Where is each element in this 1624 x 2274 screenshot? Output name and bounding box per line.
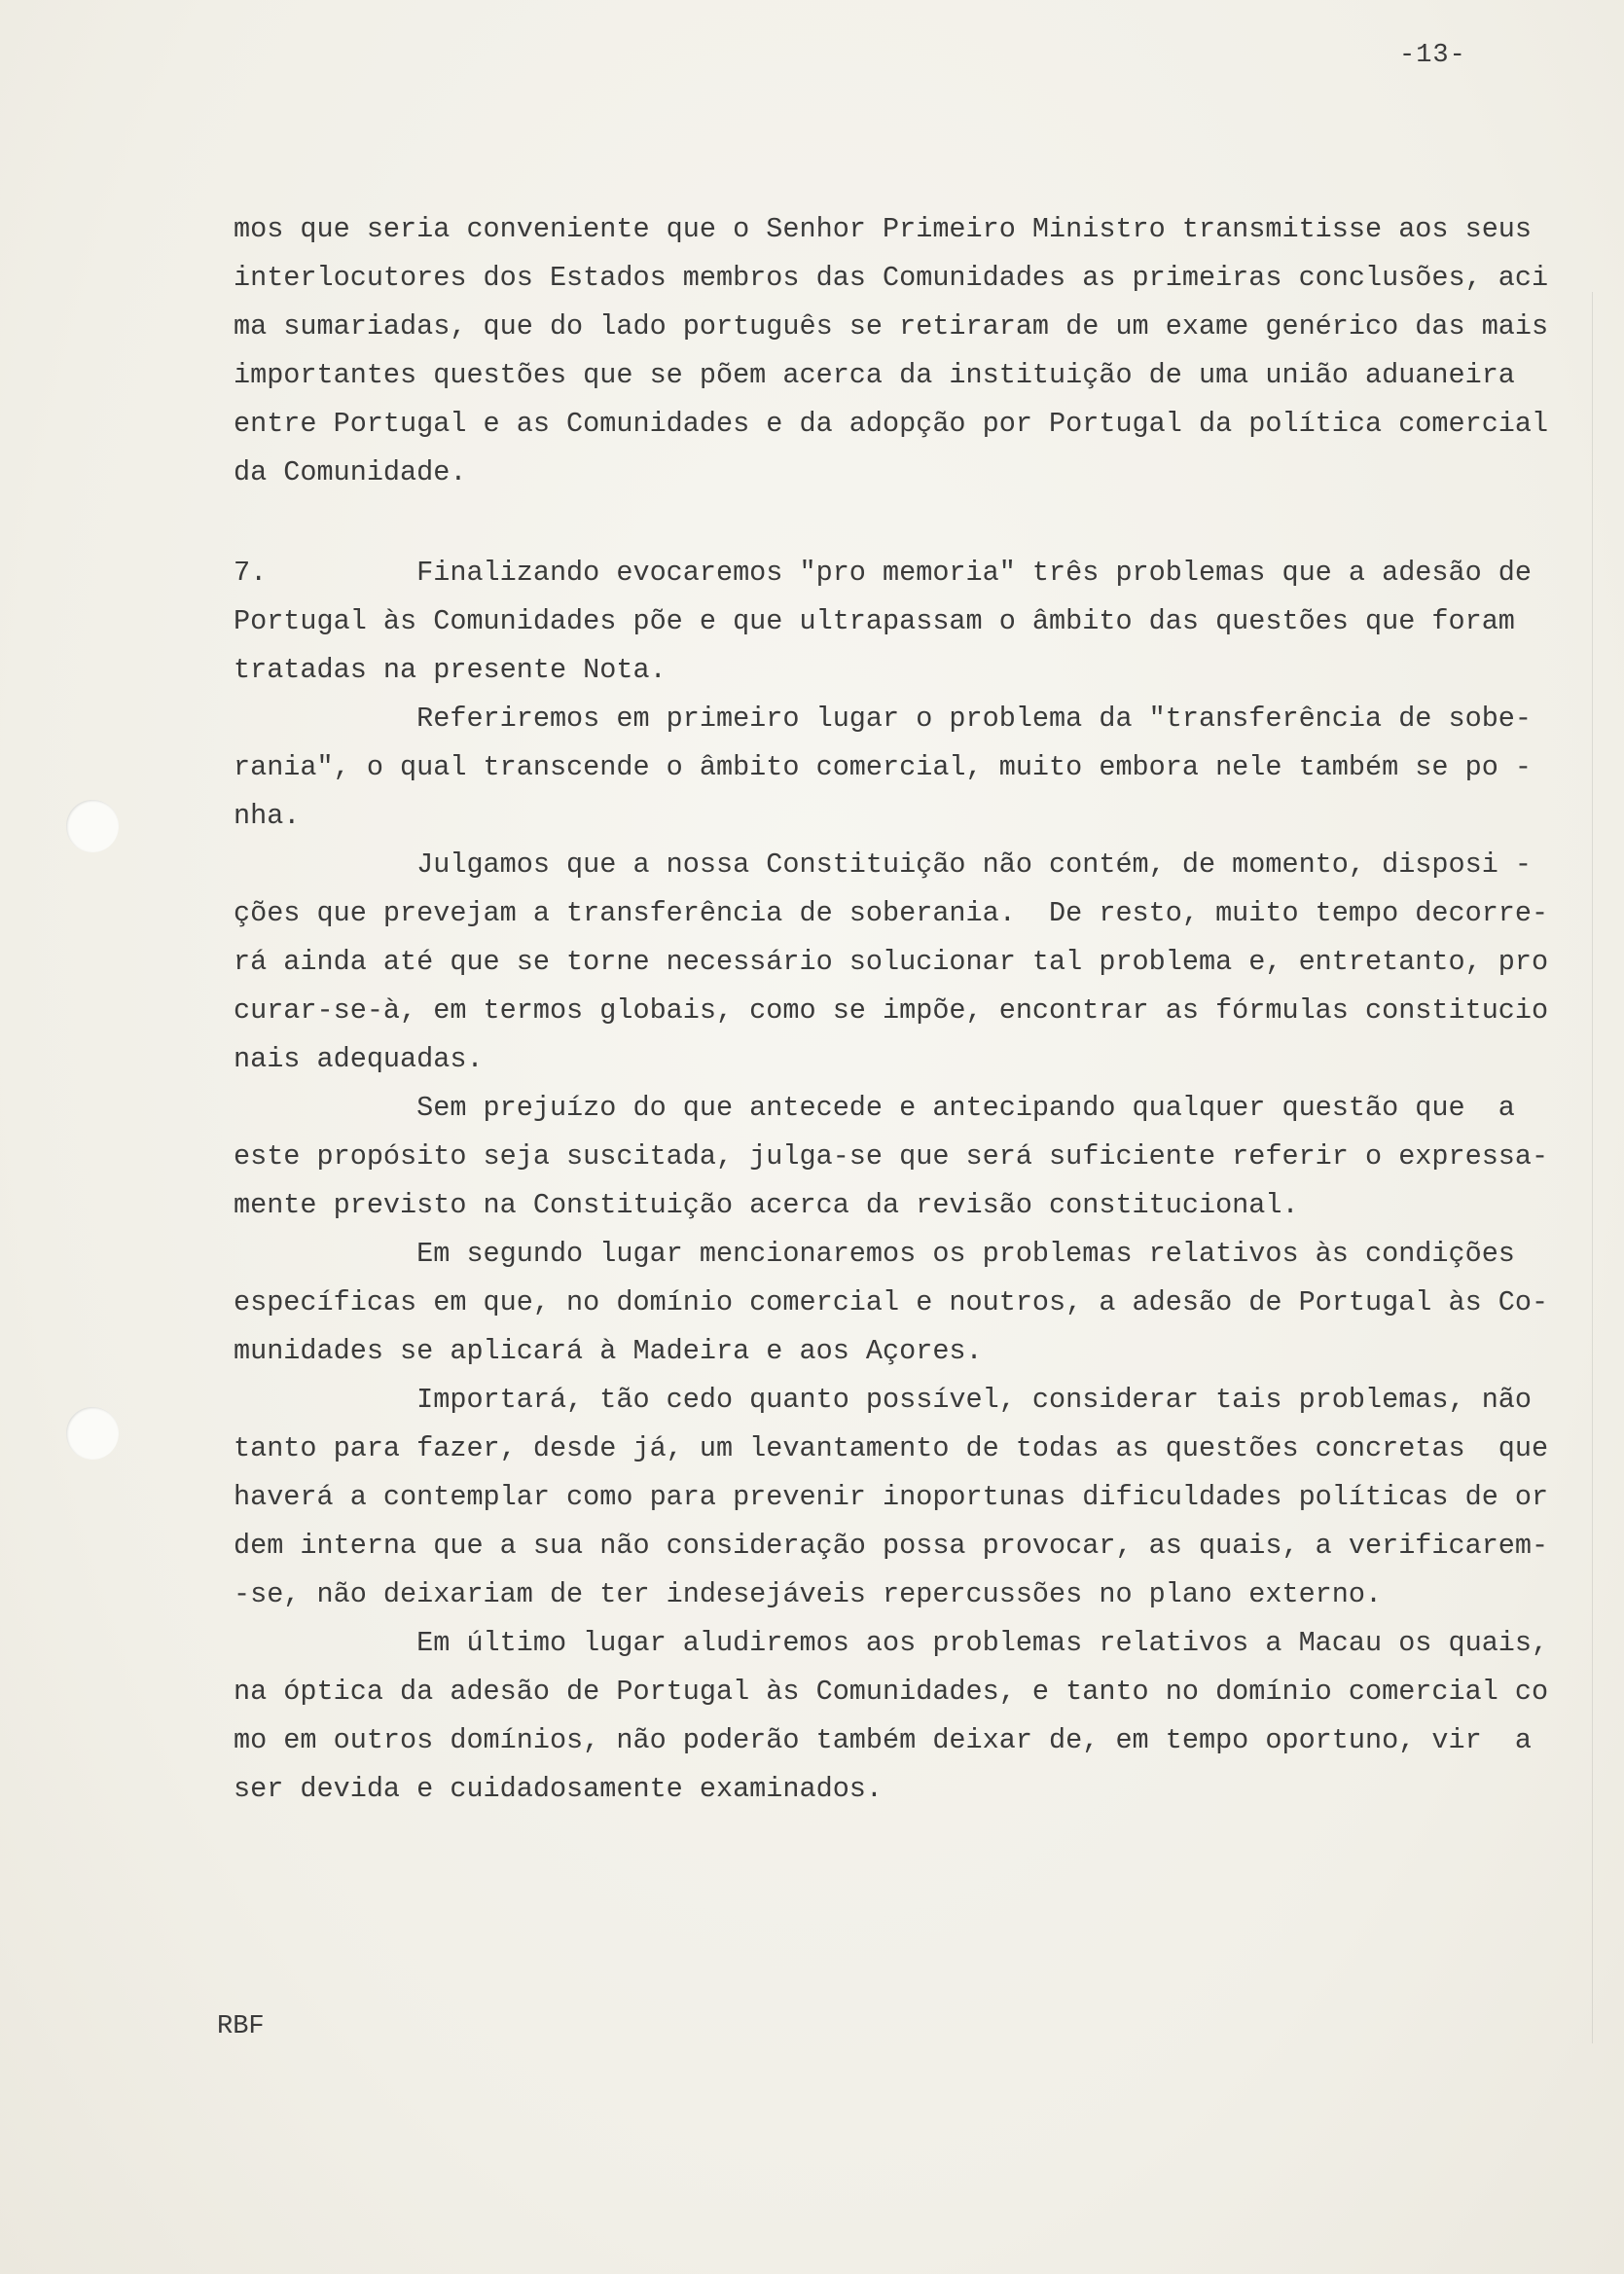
text-line: curar-se-à, em termos globais, como se impõe, encontrar as fórmulas constitucio — [234, 994, 1549, 1027]
text-line: tanto para fazer, desde já, um levantamento de todas as questões concretas que — [234, 1432, 1549, 1464]
text-line: ções que prevejam a transferência de soberania. De resto, muito tempo decorre- — [234, 897, 1549, 929]
text-line: interlocutores dos Estados membros das Comunidades as primeiras conclusões, aci — [234, 262, 1549, 294]
text-line: mos que seria conveniente que o Senhor Primeiro Ministro transmitisse aos seus — [234, 213, 1533, 245]
text-line: nha. — [234, 800, 301, 832]
punch-hole — [66, 1407, 119, 1460]
text-line: dem interna que a sua não consideração possa provocar, as quais, a verificarem- — [234, 1530, 1549, 1562]
author-initials: RBF — [217, 2012, 265, 2041]
page-edge-shadow — [1592, 292, 1593, 2043]
text-line: importantes questões que se põem acerca da instituição de uma união aduaneira — [234, 359, 1515, 391]
text-line: Sem prejuízo do que antecede e antecipando qualquer questão que a — [234, 1092, 1515, 1124]
text-line: 7. Finalizando evocaremos "pro memoria" três problemas que a adesão de — [234, 557, 1533, 589]
text-line: específicas em que, no domínio comercial e noutros, a adesão de Portugal às Co- — [234, 1286, 1549, 1318]
text-line: -se, não deixariam de ter indesejáveis repercussões no plano externo. — [234, 1578, 1383, 1610]
text-line: Julgamos que a nossa Constituição não contém, de momento, disposi - — [234, 848, 1533, 881]
text-line: rá ainda até que se torne necessário solucionar tal problema e, entretanto, pro — [234, 946, 1549, 978]
text-line: este propósito seja suscitada, julga-se que será suficiente referir o expressa- — [234, 1140, 1549, 1173]
punch-hole — [66, 800, 119, 852]
text-line: ma sumariadas, que do lado português se retiraram de um exame genérico das mais — [234, 310, 1549, 343]
text-line: Importará, tão cedo quanto possível, considerar tais problemas, não — [234, 1384, 1533, 1416]
page-number: -13- — [1399, 41, 1466, 70]
text-line: entre Portugal e as Comunidades e da adopção por Portugal da política comercial — [234, 408, 1549, 440]
text-line: rania", o qual transcende o âmbito comercial, muito embora nele também se po - — [234, 751, 1533, 783]
text-line: mente previsto na Constituição acerca da revisão constitucional. — [234, 1189, 1299, 1221]
text-line: Em último lugar aludiremos aos problemas relativos a Macau os quais, — [234, 1627, 1549, 1659]
text-line: tratadas na presente Nota. — [234, 654, 667, 686]
text-line: da Comunidade. — [234, 456, 467, 488]
text-line: na óptica da adesão de Portugal às Comunidades, e tanto no domínio comercial co — [234, 1676, 1549, 1708]
text-line: Portugal às Comunidades põe e que ultrapassam o âmbito das questões que foram — [234, 605, 1515, 637]
text-line: munidades se aplicará à Madeira e aos Açores. — [234, 1335, 983, 1367]
text-line: nais adequadas. — [234, 1043, 484, 1075]
text-line: ser devida e cuidadosamente examinados. — [234, 1773, 884, 1805]
text-line: Em segundo lugar mencionaremos os problemas relativos às condições — [234, 1238, 1515, 1270]
text-line: Referiremos em primeiro lugar o problema da "transferência de sobe- — [234, 703, 1533, 735]
text-line: haverá a contemplar como para prevenir inoportunas dificuldades políticas de or — [234, 1481, 1549, 1513]
text-line: mo em outros domínios, não poderão também deixar de, em tempo oportuno, vir a — [234, 1724, 1533, 1756]
